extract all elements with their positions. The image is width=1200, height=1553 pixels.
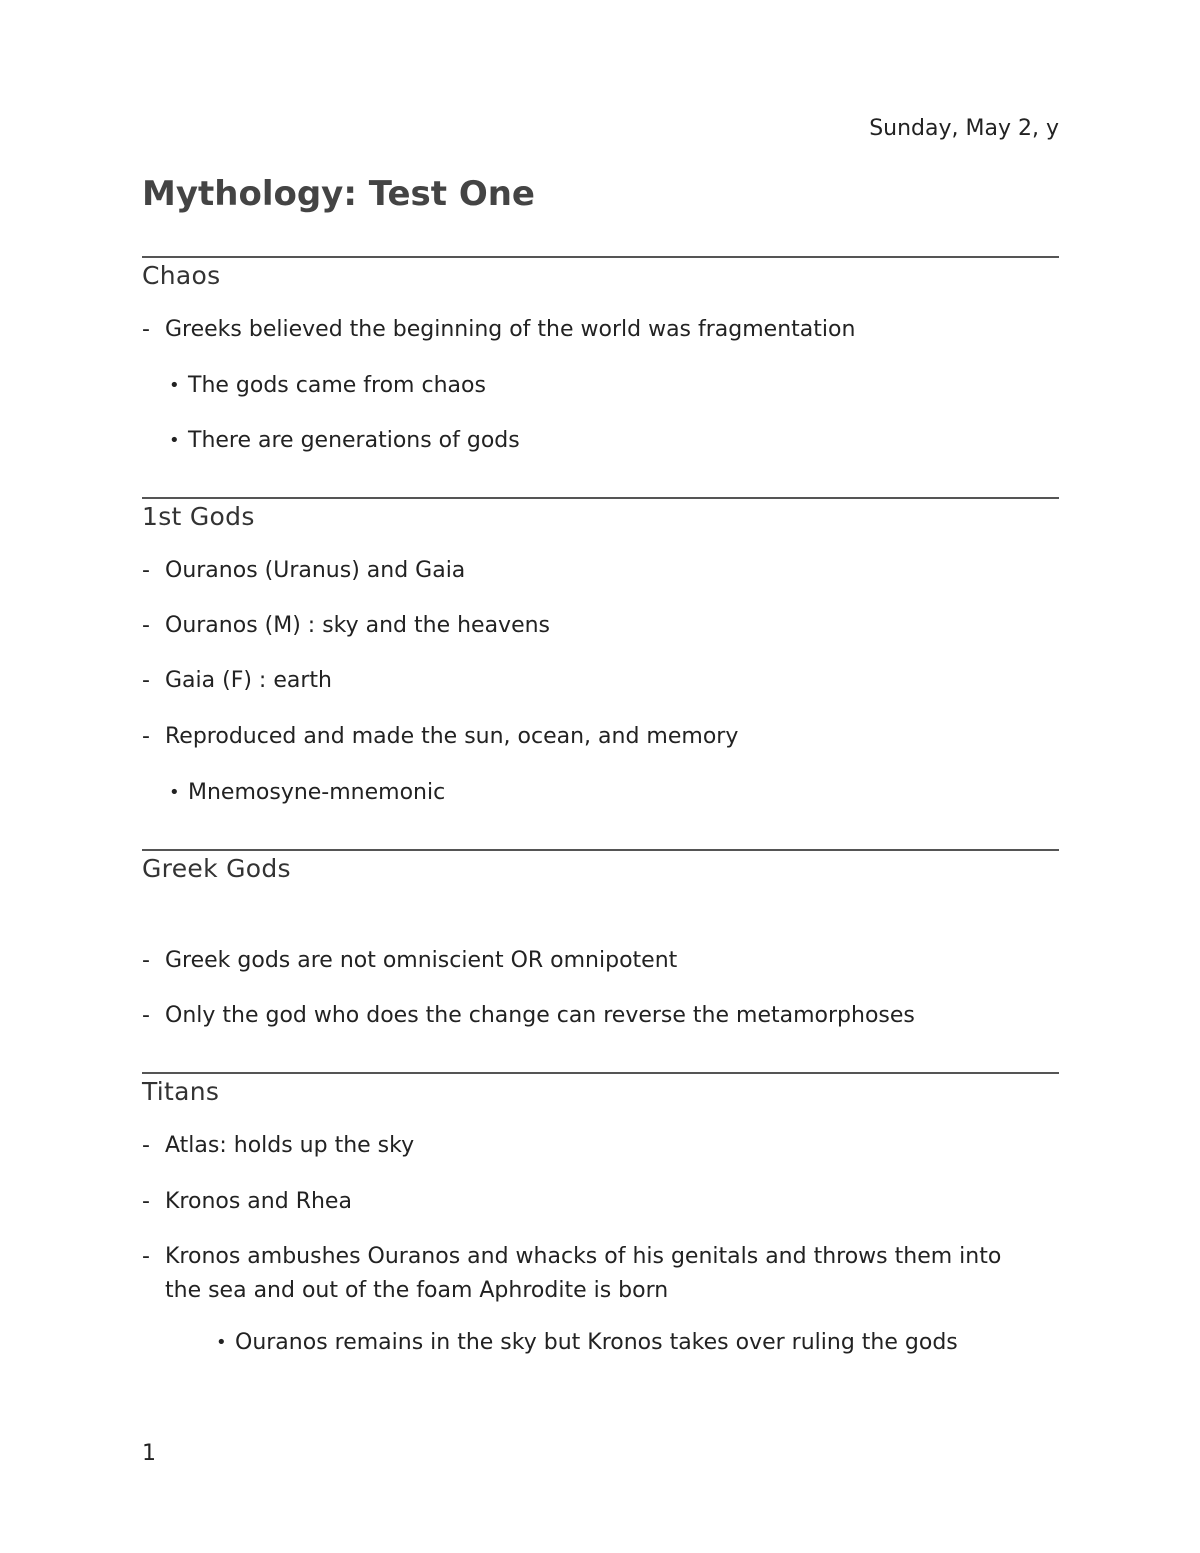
page-number: 1 <box>142 1441 156 1466</box>
list-item <box>169 776 1059 810</box>
document-title: Mythology: Test One <box>142 174 535 214</box>
dash-marker: - <box>142 1003 150 1028</box>
list-item-text: The gods came from chaos <box>188 373 486 398</box>
dash-marker: - <box>142 1189 150 1214</box>
list-item <box>142 1240 1022 1308</box>
list-item <box>142 313 1059 347</box>
section-divider <box>142 1072 1059 1074</box>
list-item <box>142 720 1059 754</box>
section-1st-gods <box>142 497 1059 531</box>
list-item-text: Ouranos remains in the sky but Kronos takes over ruling the gods <box>235 1330 958 1355</box>
list-item <box>142 944 1059 978</box>
list-item-text: Ouranos (M) : sky and the heavens <box>165 613 551 638</box>
list-item-text: Kronos and Rhea <box>165 1189 352 1214</box>
section-chaos <box>142 256 1059 290</box>
list-item <box>142 664 1059 698</box>
list-item <box>142 1185 1059 1219</box>
section-heading: Greek Gods <box>142 854 291 883</box>
list-item <box>169 424 1059 458</box>
list-item-text: Gaia (F) : earth <box>165 668 332 693</box>
section-heading: Titans <box>142 1077 220 1106</box>
list-item-text: Reproduced and made the sun, ocean, and memory <box>165 724 739 749</box>
dash-marker: - <box>142 558 150 583</box>
section-heading: 1st Gods <box>142 502 255 531</box>
list-item <box>142 609 1059 643</box>
section-greek-gods <box>142 849 1059 883</box>
list-item <box>142 999 1059 1033</box>
dash-marker: - <box>142 724 150 749</box>
list-item-text: Only the god who does the change can reverse the metamorphoses <box>165 1003 915 1028</box>
document-date: Sunday, May 2, y <box>869 116 1059 141</box>
bullet-marker: • <box>169 375 180 396</box>
list-item-text: Atlas: holds up the sky <box>165 1133 415 1158</box>
list-item-text: Ouranos (Uranus) and Gaia <box>165 558 466 583</box>
list-item-text: There are generations of gods <box>188 428 520 453</box>
dash-marker: - <box>142 1133 150 1158</box>
list-item-text: Greek gods are not omniscient OR omnipotent <box>165 948 678 973</box>
bullet-marker: • <box>169 430 180 451</box>
list-item <box>142 554 1059 588</box>
list-item-text: Mnemosyne-mnemonic <box>188 780 446 805</box>
dash-marker: - <box>142 613 150 638</box>
section-divider <box>142 497 1059 499</box>
list-item-text: Greeks believed the beginning of the world was fragmentation <box>165 317 856 342</box>
section-titans <box>142 1072 1059 1106</box>
list-item <box>216 1326 1059 1360</box>
list-item <box>169 369 1059 403</box>
dash-marker: - <box>142 668 150 693</box>
bullet-marker: • <box>216 1332 227 1353</box>
bullet-marker: • <box>169 782 180 803</box>
dash-marker: - <box>142 1244 150 1269</box>
list-item <box>142 1129 1059 1163</box>
section-heading: Chaos <box>142 261 221 290</box>
dash-marker: - <box>142 948 150 973</box>
dash-marker: - <box>142 317 150 342</box>
list-item-text: Kronos ambushes Ouranos and whacks of his genitals and throws them into the sea and out of the foam Aphrodite is born <box>165 1244 1002 1303</box>
section-divider <box>142 256 1059 258</box>
section-divider <box>142 849 1059 851</box>
